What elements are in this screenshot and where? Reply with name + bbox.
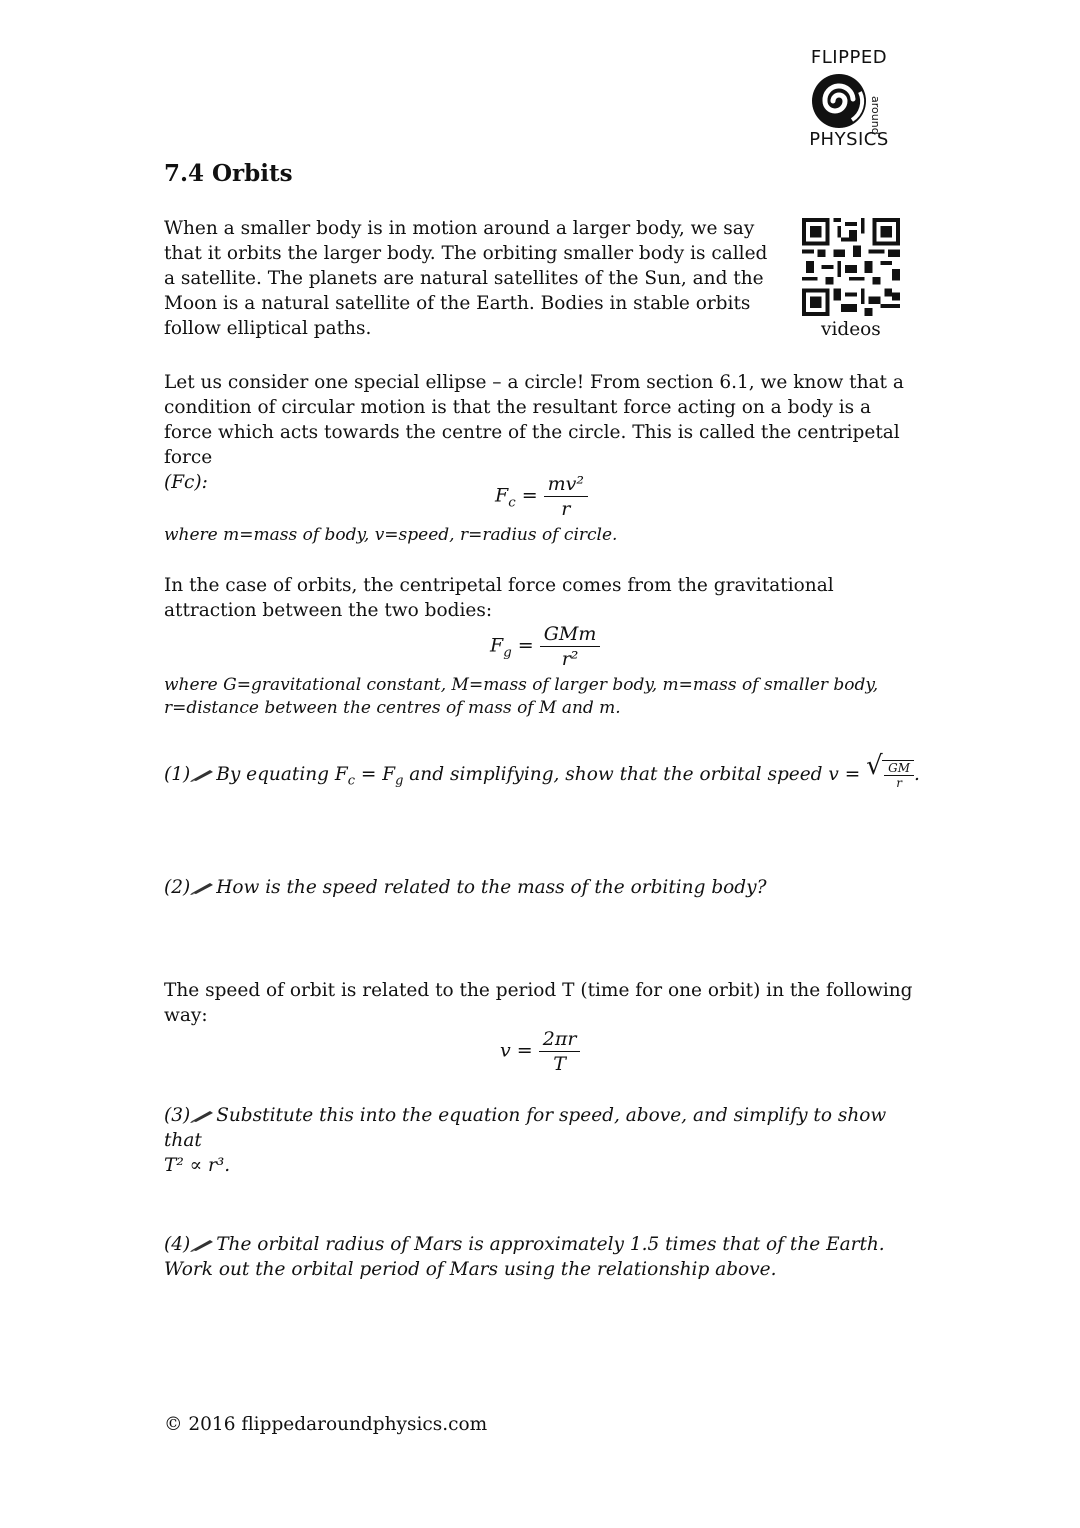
pen-icon bbox=[190, 881, 216, 895]
question-text: Substitute this into the equation for speed, above, and simplify to show that bbox=[164, 1105, 887, 1151]
question-number: (3) bbox=[164, 1105, 191, 1126]
eq-numerator: mv² bbox=[544, 472, 588, 497]
pen-icon bbox=[190, 1238, 216, 1252]
qr-videos-label: videos bbox=[821, 319, 881, 340]
speed-period-equation: v = $\frac{2\pi r}{T}$ bbox=[500, 1027, 580, 1076]
eq-denominator: r bbox=[561, 498, 571, 520]
section-title: 7.4 Orbits bbox=[164, 160, 293, 187]
eq-lhs: v bbox=[500, 1039, 511, 1062]
copyright-footer: © 2016 flippedaroundphysics.com bbox=[164, 1414, 488, 1435]
question-text: By equating bbox=[216, 764, 329, 785]
flipped-around-physics-logo bbox=[796, 48, 902, 156]
eq-lhs-subscript: c bbox=[508, 495, 516, 511]
question-4 bbox=[164, 1232, 924, 1282]
eq-lhs: F bbox=[495, 484, 509, 507]
question-number: (4) bbox=[164, 1234, 191, 1255]
qr-code-icon[interactable] bbox=[802, 218, 900, 316]
orbits-paragraph: In the case of orbits, the centripetal force comes from the gravitational attraction between the two bodies: bbox=[164, 575, 834, 621]
eq-lhs-subscript: g bbox=[503, 645, 512, 661]
question-text-cont: and simplifying, show that the orbital speed bbox=[409, 764, 823, 785]
eq-lhs: F bbox=[490, 634, 504, 657]
period-paragraph: The speed of orbit is related to the period T (time for one orbit) in the following way: bbox=[164, 980, 913, 1026]
pen-icon bbox=[190, 768, 216, 782]
eq-numerator: 2πr bbox=[539, 1027, 581, 1052]
eq-numerator: GMm bbox=[540, 622, 601, 647]
pen-icon bbox=[190, 1109, 216, 1123]
question-text: The orbital radius of Mars is approximately 1.5 times that of the Earth. Work out the orbital period of Mars using the relationship above. bbox=[164, 1234, 885, 1280]
proportionality-relation: T² ∝ r³. bbox=[164, 1155, 231, 1176]
eq-denominator: r² bbox=[561, 648, 579, 670]
centripetal-force-equation: $F_c$ = $\frac{\text{mv²}}{r}$ bbox=[495, 472, 588, 521]
intro-paragraph: When a smaller body is in motion around a larger body, we say that it orbits the larger body. The orbiting smaller body is called a satellite. The planets are natural satellites of the Sun, and the Moon is a natural satellite of the Earth. Bodies in stable orbits follow elliptical paths. bbox=[164, 218, 768, 339]
question-3 bbox=[164, 1103, 924, 1178]
sqrt-gm-over-r: √ $\frac{GM}{r}$ bbox=[866, 760, 914, 790]
spiral-logo-icon bbox=[808, 72, 870, 130]
question-number: (1) bbox=[164, 764, 191, 785]
eq-denominator: T bbox=[553, 1053, 566, 1075]
circle-paragraph-text: Let us consider one special ellipse – a circle! From section 6.1, we know that a condition of circular motion is that the resultant force acting on a body is a force which acts towards the centre of the circle. This is called the centripetal force bbox=[164, 372, 904, 468]
question-number: (2) bbox=[164, 877, 191, 898]
question-text: How is the speed related to the mass of the orbiting body? bbox=[216, 877, 767, 898]
question-1: (1) By equating $F_c = F_g$ and simplifying, show that the orbital speed v = √ $\frac{GM}{r}$ . bbox=[164, 751, 920, 790]
question-2 bbox=[164, 875, 924, 900]
gravity-note: where G=gravitational constant, M=mass of larger body, m=mass of smaller body, r=distance between the centres of mass of M and m. bbox=[164, 675, 879, 718]
centripetal-note: where m=mass of body, v=speed, r=radius of circle. bbox=[164, 525, 618, 545]
logo-side-word: around bbox=[869, 96, 882, 135]
logo-bottom-word: PHYSICS bbox=[809, 129, 889, 150]
centripetal-force-symbol: (Fc): bbox=[164, 472, 208, 493]
logo-top-word: FLIPPED bbox=[810, 47, 888, 68]
gravitational-force-equation: $F_g$ = $\frac{\text{GMm}}{\text{r²}}$ bbox=[490, 622, 600, 671]
